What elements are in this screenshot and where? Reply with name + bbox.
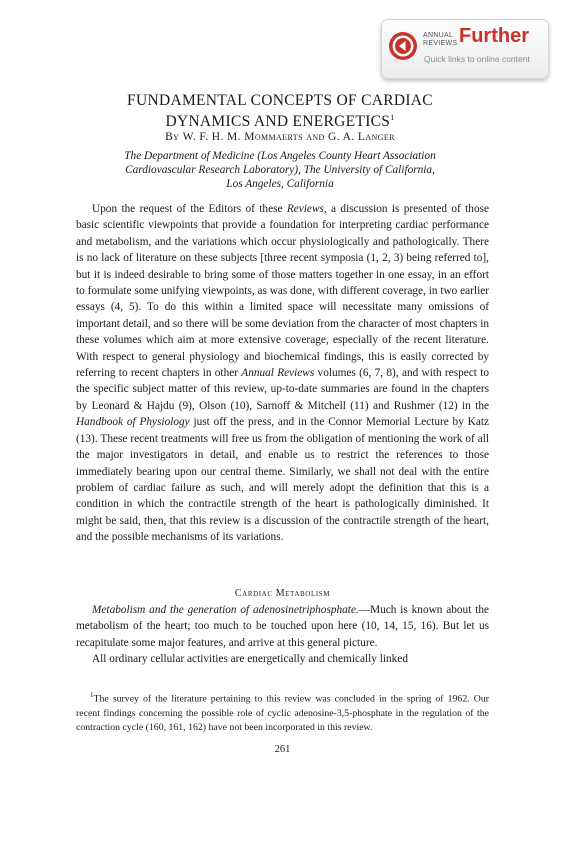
- author-line: By W. F. H. M. Mommaerts and G. A. Langer: [165, 131, 395, 143]
- author-names-2: G. A. Langer: [328, 131, 395, 143]
- article-title: [40, 92, 520, 130]
- section-heading: Cardiac Metabolism: [234, 588, 331, 599]
- footnote-text: The survey of the literature pertaining to this review was concluded in the spring of 1962. Our recent findings concerning the possible role of cyclic adenosine-3,5-phosphate in the regulation of the contraction cycle (160, 161, 162) have not been incorporated in this review.: [76, 693, 489, 734]
- affiliation-line: Cardiovascular Research Laboratory), The University of California,: [125, 163, 435, 176]
- page-number: 261: [274, 744, 291, 755]
- banner-tagline: Quick links to online content: [424, 54, 530, 64]
- author-names: W. F. H. M. Mommaerts: [182, 131, 303, 143]
- affiliation: [60, 150, 500, 191]
- banner-annual-reviews: ANNUAL REVIEWS: [423, 32, 458, 47]
- title-footnote-mark: 1: [390, 113, 395, 122]
- footnote-mark: 1: [90, 691, 94, 699]
- affiliation-line: Los Angeles, California: [226, 177, 334, 190]
- section-subhead: Metabolism and the generation of adenosinetriphosphate.: [92, 604, 359, 616]
- section-body: [76, 602, 489, 668]
- section-paragraph: Metabolism and the generation of adenosinetriphosphate.—Much is known about the metabolism of the heart; too much to be touched upon here (10, 14, 15, 16). But let us recapitulate some major features, and arrive at this general picture.: [76, 604, 489, 649]
- banner-further-word: Further: [459, 25, 529, 47]
- section-paragraph: All ordinary cellular activities are energetically and chemically linked: [92, 653, 408, 666]
- title-line-2: DYNAMICS AND ENERGETICS: [165, 113, 391, 131]
- affiliation-line: The Department of Medicine (Los Angeles County Heart Association: [124, 150, 436, 162]
- intro-paragraph: Upon the request of the Editors of these Reviews, a discussion is presented of those basic scientific viewpoints that provide a foundation for interpreting cardiac performance and metabolism, and the variations which occur physiologically and pathologically. There is no lack of literature on these subjects [three recent symposia (1, 2, 3) being referred to], but it is indeed desirable to bring some of those matters together in one essay, in an effort to formulate some unifying viewpoints, as was done, with different coverage, in two earlier essays (4, 5). To do this within a limited space will necessitate many omissions of important detail, and so there will be some deviation from the character of most chapters in these volumes which aim at more extensive coverage, especially of the recent literature. With respect to general physiology and biochemical findings, this is easily corrected by referring to recent chapters in other Annual Reviews volumes (6, 7, 8), and with respect to the specific subject matter of this review, up-to-date summaries are found in the chapters by Leonard & Hajdu (9), Olson (10), Sarnoff & Mitchell (11) and Rushmer (12) in the Handbook of Physiology just off the press, and in the Connor Memorial Lecture by Katz (13). These recent treatments will free us from the obligation of mentioning the work of all the major investigators in detail, and enable us to restrict the references to those immediately bearing upon our central theme. Similarly, we shall not deal with the entire problem of cardiac failure as such, and will merely adopt the definition that this is a condition in which the contractile strength of the heart is pathologically diminished. It might be said, then, that this review is a discussion of the contractile strength of the heart, and the possible mechanisms of its variations.: [76, 203, 490, 544]
- further-banner[interactable]: [381, 19, 549, 79]
- intro-body: [76, 201, 489, 546]
- title-line-1: FUNDAMENTAL CONCEPTS OF CARDIAC: [127, 92, 433, 109]
- play-circle-icon: [388, 31, 418, 61]
- footnote: [76, 688, 489, 736]
